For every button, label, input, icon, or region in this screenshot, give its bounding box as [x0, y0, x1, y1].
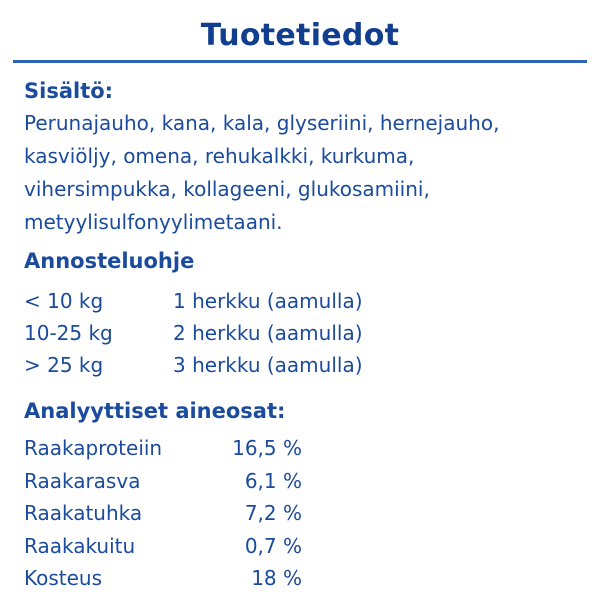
analytical-value: 16,5 % — [232, 436, 302, 460]
analytical-row — [24, 432, 302, 465]
dosage-amount: 3 herkku (aamulla) — [173, 353, 363, 377]
ingredient-line: Perunajauho, kana, kala, glyseriini, hernejauho, — [24, 111, 500, 135]
analytical-row — [24, 562, 302, 595]
page-title: Tuotetiedot — [200, 18, 400, 53]
dosage-row — [24, 317, 576, 349]
title-divider — [13, 60, 587, 63]
dosage-amount: 1 herkku (aamulla) — [173, 289, 363, 313]
analytical-value: 0,7 % — [244, 533, 302, 558]
analytical-table — [24, 432, 302, 595]
dosage-weight-range: > 25 kg — [24, 353, 104, 377]
dosage-weight-range: 10-25 kg — [24, 321, 113, 345]
section-analytical — [24, 398, 576, 595]
dosage-table — [24, 285, 576, 381]
dosage-heading: Annosteluohje — [24, 249, 195, 273]
analytical-name: Raakaproteiin — [24, 436, 163, 460]
analytical-name: Raakatuhka — [24, 501, 143, 526]
analytical-name: Raakarasva — [24, 468, 141, 493]
analytical-row — [24, 530, 302, 563]
analytical-name: Kosteus — [24, 566, 103, 591]
dosage-amount: 2 herkku (aamulla) — [173, 321, 363, 345]
analytical-value: 7,2 % — [244, 501, 302, 526]
dosage-row — [24, 285, 576, 317]
section-contents — [24, 78, 576, 239]
analytical-value: 6,1 % — [244, 468, 302, 493]
ingredient-line: vihersimpukka, kollageeni, glukosamiini, — [24, 177, 430, 201]
analytical-heading: Analyyttiset aineosat: — [24, 399, 286, 423]
analytical-name: Raakakuitu — [24, 533, 136, 558]
contents-heading: Sisältö: — [24, 79, 114, 103]
analytical-value: 18 % — [251, 566, 302, 591]
ingredient-line: kasviöljy, omena, rehukalkki, kurkuma, — [24, 144, 415, 168]
ingredients-list — [24, 107, 576, 239]
ingredient-line: metyylisulfonyylimetaani. — [24, 210, 283, 234]
dosage-weight-range: < 10 kg — [24, 289, 104, 313]
analytical-row — [24, 465, 302, 498]
dosage-row — [24, 349, 576, 381]
section-dosage — [24, 248, 576, 381]
analytical-row — [24, 497, 302, 530]
